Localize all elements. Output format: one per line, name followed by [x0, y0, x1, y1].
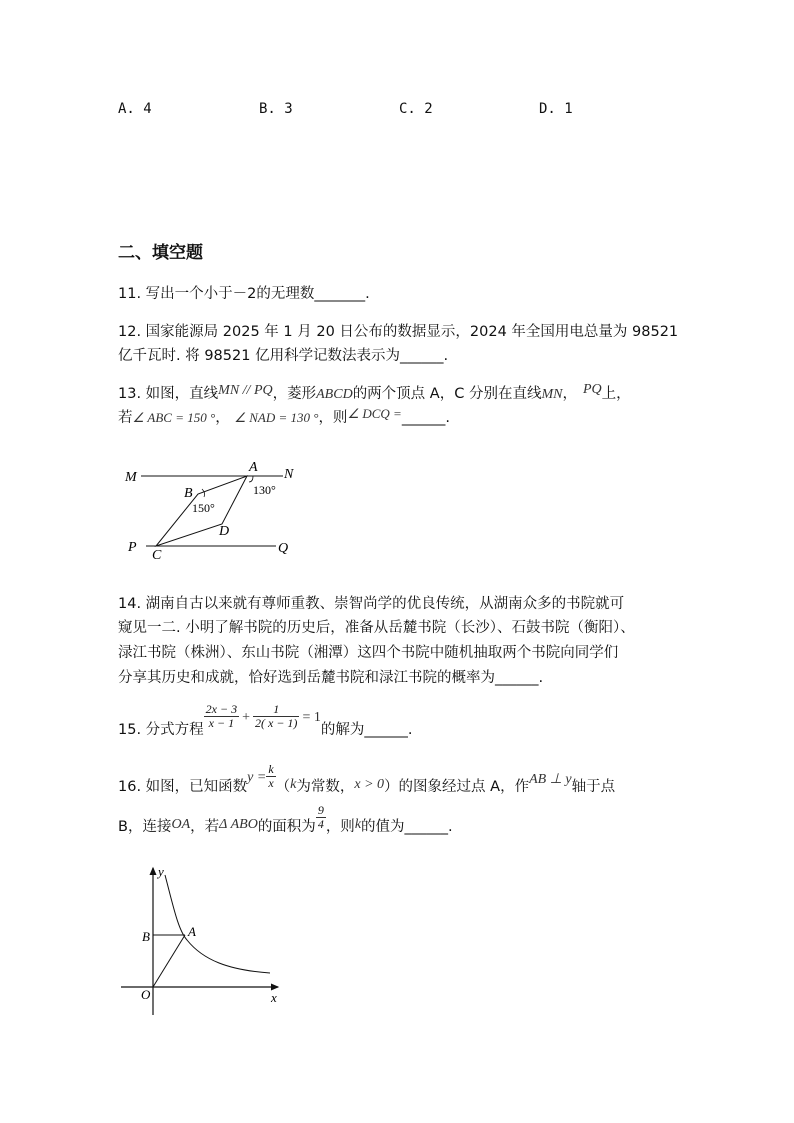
q16-math-ab-perp: AB ⊥ y — [529, 771, 572, 787]
q16-text: ，若 — [190, 818, 220, 835]
q16-math-oa: OA — [171, 817, 191, 832]
fig16-label-A: A — [188, 924, 196, 939]
q15-eq: = 1 — [302, 710, 321, 725]
q13-text: 上， — [601, 386, 631, 402]
q16-text: 的值为______. — [361, 818, 453, 835]
fig13-label-M: M — [125, 470, 137, 485]
q13-text: ， — [215, 410, 230, 426]
q13-text: 的两个顶点 A，C 分别在直线 — [352, 386, 542, 402]
q13-text: 13. 如图，直线 — [118, 386, 219, 402]
q16-math-abo: Δ ABO — [219, 817, 258, 832]
q15-frac2-den: 2( x − 1) — [255, 716, 298, 730]
q15-frac2-num: 1 — [253, 703, 299, 717]
fig13-label-A: A — [249, 460, 258, 475]
q13-math-rhombus: ABCD — [316, 387, 353, 402]
q16-text: ）的图象经过点 A，作 — [384, 778, 530, 795]
fig16-label-y: y — [158, 864, 164, 879]
q16-text: 轴于点 — [571, 778, 616, 795]
q16-math-k: k — [290, 777, 297, 792]
fig16-label-x: x — [271, 990, 277, 1005]
fig13-label-B: B — [184, 486, 193, 501]
q13-math-dcq: ∠ DCQ = — [347, 406, 402, 421]
fig16-label-O: O — [141, 987, 151, 1002]
fig13-label-N: N — [284, 467, 294, 482]
q13-text: ， — [562, 386, 577, 402]
question-14-line3: 渌江书院（株洲）、东山书院（湘潭）这四个书院中随机抽取两个书院向同学们 — [118, 645, 619, 661]
figure-16 — [118, 860, 293, 1022]
q16-frac-num: k — [268, 761, 274, 776]
fig16-label-B: B — [142, 929, 150, 944]
figure-13 — [118, 455, 308, 560]
question-12-line1: 12. 国家能源局 2025 年 1 月 20 日公布的数据显示，2024 年全国用电总量为 98521 — [118, 324, 679, 340]
question-14-line1: 14. 湖南自古以来就有尊师重教、崇智尚学的优良传统，从湖南众多的书院就可 — [118, 596, 625, 612]
q16-text: 为常数， — [296, 778, 355, 795]
q15-frac1-num: 2x − 3 — [205, 702, 238, 716]
question-16-line2 — [118, 800, 453, 838]
option-d: D. 1 — [539, 101, 573, 117]
fig13-label-D: D — [219, 524, 230, 539]
q15-suffix: 的解为______. — [320, 722, 413, 738]
q16-fraction-area — [316, 804, 326, 831]
q16-text: 16. 如图，已知函数 — [118, 778, 248, 795]
fig13-angle-130: 130° — [253, 483, 276, 497]
q13-math-pq: PQ — [582, 382, 602, 397]
q16-text: B，连接 — [118, 818, 172, 835]
q16-frac-den: x — [268, 775, 274, 790]
q13-text: 若 — [118, 410, 133, 426]
q13-math-parallel: MN // PQ — [218, 383, 273, 398]
q16-fraction-kx — [266, 763, 275, 790]
q16-math-xgt0: x > 0 — [354, 777, 385, 792]
q15-fraction-1 — [204, 703, 239, 730]
fig13-angle-150: 150° — [192, 501, 215, 515]
q16-area-num: 9 — [317, 802, 324, 817]
question-12-line2: 亿千瓦时. 将 98521 亿用科学记数法表示为______. — [118, 348, 449, 364]
q15-plus: + — [242, 710, 251, 725]
q13-text: ，菱形 — [272, 386, 317, 402]
question-14-line2: 窥见一二. 小明了解书院的历史后，准备从岳麓书院（长沙）、石鼓书院（衡阳）、 — [118, 620, 635, 636]
q16-text: 的面积为 — [257, 818, 316, 835]
q16-math-y: y = — [247, 770, 267, 785]
q16-math-k2: k — [354, 817, 362, 832]
fig13-label-Q: Q — [278, 541, 289, 556]
q13-text: ______. — [401, 410, 450, 426]
q13-text: ，则 — [318, 410, 348, 426]
option-c: C. 2 — [399, 101, 433, 117]
q16-text: ，则 — [325, 818, 355, 835]
q13-math-nad: ∠ NAD = 130 ° — [234, 410, 319, 425]
q15-prefix: 15. 分式方程 — [118, 722, 204, 738]
fig13-label-P: P — [128, 540, 137, 555]
option-a: A. 4 — [118, 101, 152, 117]
q16-text: （ — [275, 778, 291, 795]
option-b: B. 3 — [259, 101, 293, 117]
q15-fraction-2 — [253, 703, 299, 730]
q13-math-abc: ∠ ABC = 150 ° — [132, 410, 216, 425]
section-title: 二、填空题 — [118, 243, 203, 263]
q16-area-den: 4 — [317, 816, 324, 831]
question-13-line1 — [118, 382, 631, 407]
question-14-line4: 分享其历史和成就，恰好选到岳麓书院和渌江书院的概率为______. — [118, 670, 544, 686]
q13-math-mn: MN — [541, 387, 563, 402]
question-16-line1 — [118, 762, 615, 798]
question-15 — [118, 700, 412, 744]
q15-frac1-den: x − 1 — [208, 716, 235, 730]
question-11: 11. 写出一个小于－2的无理数_______. — [118, 286, 370, 302]
fig13-label-C: C — [152, 548, 162, 560]
question-13-line2 — [118, 406, 450, 430]
